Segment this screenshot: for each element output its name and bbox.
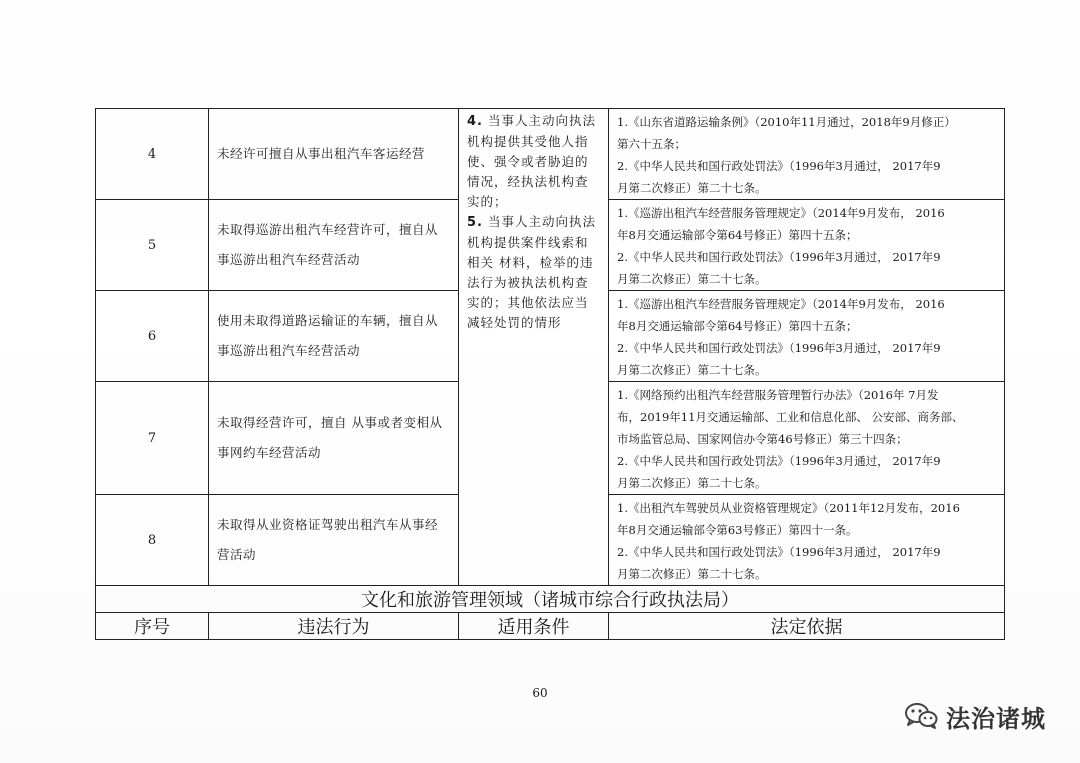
legal-basis-cell	[609, 495, 1005, 586]
basis-line: 2.《中华人民共和国行政处罚法》（1996年3月通过， 2017年9	[617, 159, 941, 173]
violation-cell: 未取得从业资格证驾驶出租汽车从事经营活动	[209, 495, 459, 586]
condition-cell	[459, 109, 609, 586]
legal-basis-cell	[609, 382, 1005, 495]
header-violation: 违法行为	[209, 613, 459, 640]
basis-line: 1.《巡游出租汽车经营服务管理规定》（2014年9月发布， 2016	[617, 297, 945, 311]
condition-item-4-text: 当事人主动向执法机构提供其受他人指使、强令或者胁迫的情况，经执法机构查实的；	[467, 113, 596, 209]
basis-line: 月第二次修正）第二十七条。	[617, 567, 767, 581]
legal-basis-cell	[609, 200, 1005, 291]
table-row	[96, 109, 1005, 200]
page-number: 60	[532, 686, 548, 700]
section-title: 文化和旅游管理领域（诸城市综合行政执法局）	[96, 586, 1005, 613]
basis-line: 月第二次修正）第二十七条。	[617, 476, 767, 490]
condition-item-4-number: 4.	[467, 114, 483, 129]
header-number: 序号	[96, 613, 209, 640]
basis-line: 年8月交通运输部令第64号修正）第四十五条；	[617, 228, 858, 242]
row-number: 4	[96, 109, 209, 200]
basis-line: 2.《中华人民共和国行政处罚法》（1996年3月通过， 2017年9	[617, 454, 941, 468]
row-number: 6	[96, 291, 209, 382]
legal-basis-cell	[609, 291, 1005, 382]
watermark-text: 法治诸城	[946, 704, 1046, 733]
basis-line: 月第二次修正）第二十七条。	[617, 272, 767, 286]
basis-line: 布，2019年11月交通运输部、工业和信息化部、 公安部、商务部、	[617, 410, 964, 424]
basis-line: 2.《中华人民共和国行政处罚法》（1996年3月通过， 2017年9	[617, 250, 941, 264]
basis-line: 1.《巡游出租汽车经营服务管理规定》（2014年9月发布， 2016	[617, 206, 945, 220]
condition-item-5-text: 当事人主动向执法机构提供案件线索和相关 材料，检举的违法行为被执法机构查实的；其他依法应当减轻处罚的情形	[467, 214, 596, 330]
basis-line: 2.《中华人民共和国行政处罚法》（1996年3月通过， 2017年9	[617, 545, 941, 559]
basis-line: 1.《山东省道路运输条例》（2010年11月通过，2018年9月修正）	[617, 115, 956, 129]
violation-cell: 未经许可擅自从事出租汽车客运经营	[209, 109, 459, 200]
basis-line: 1.《网络预约出租汽车经营服务管理暂行办法》（2016年 7月发	[617, 388, 939, 402]
row-number: 5	[96, 200, 209, 291]
basis-line: 市场监管总局、国家网信办令第46号修正）第三十四条；	[617, 432, 908, 446]
wechat-icon	[904, 702, 938, 730]
condition-item-5	[467, 212, 600, 333]
violation-cell: 未取得巡游出租汽车经营许可，擅自从事巡游出租汽车经营活动	[209, 200, 459, 291]
basis-line: 1.《出租汽车驾驶员从业资格管理规定》（2011年12月发布，2016	[617, 501, 960, 515]
section-row	[96, 586, 1005, 613]
legal-basis-cell	[609, 109, 1005, 200]
condition-item-4	[467, 111, 600, 212]
penalty-table	[95, 108, 1005, 640]
watermark	[904, 700, 1046, 732]
basis-line: 年8月交通运输部令第63号修正）第四十一条。	[617, 523, 858, 537]
basis-line: 年8月交通运输部令第64号修正）第四十五条；	[617, 319, 858, 333]
row-number: 8	[96, 495, 209, 586]
basis-line: 2.《中华人民共和国行政处罚法》（1996年3月通过， 2017年9	[617, 341, 941, 355]
header-condition: 适用条件	[459, 613, 609, 640]
basis-line: 月第二次修正）第二十七条。	[617, 363, 767, 377]
basis-line: 月第二次修正）第二十七条。	[617, 181, 767, 195]
violation-cell: 未取得经营许可，擅自 从事或者变相从事网约车经营活动	[209, 382, 459, 495]
header-row	[96, 613, 1005, 640]
row-number: 7	[96, 382, 209, 495]
basis-line: 第六十五条；	[617, 137, 686, 151]
violation-cell: 使用未取得道路运输证的车辆，擅自从事巡游出租汽车经营活动	[209, 291, 459, 382]
condition-item-5-number: 5.	[467, 215, 483, 230]
header-legal-basis: 法定依据	[609, 613, 1005, 640]
